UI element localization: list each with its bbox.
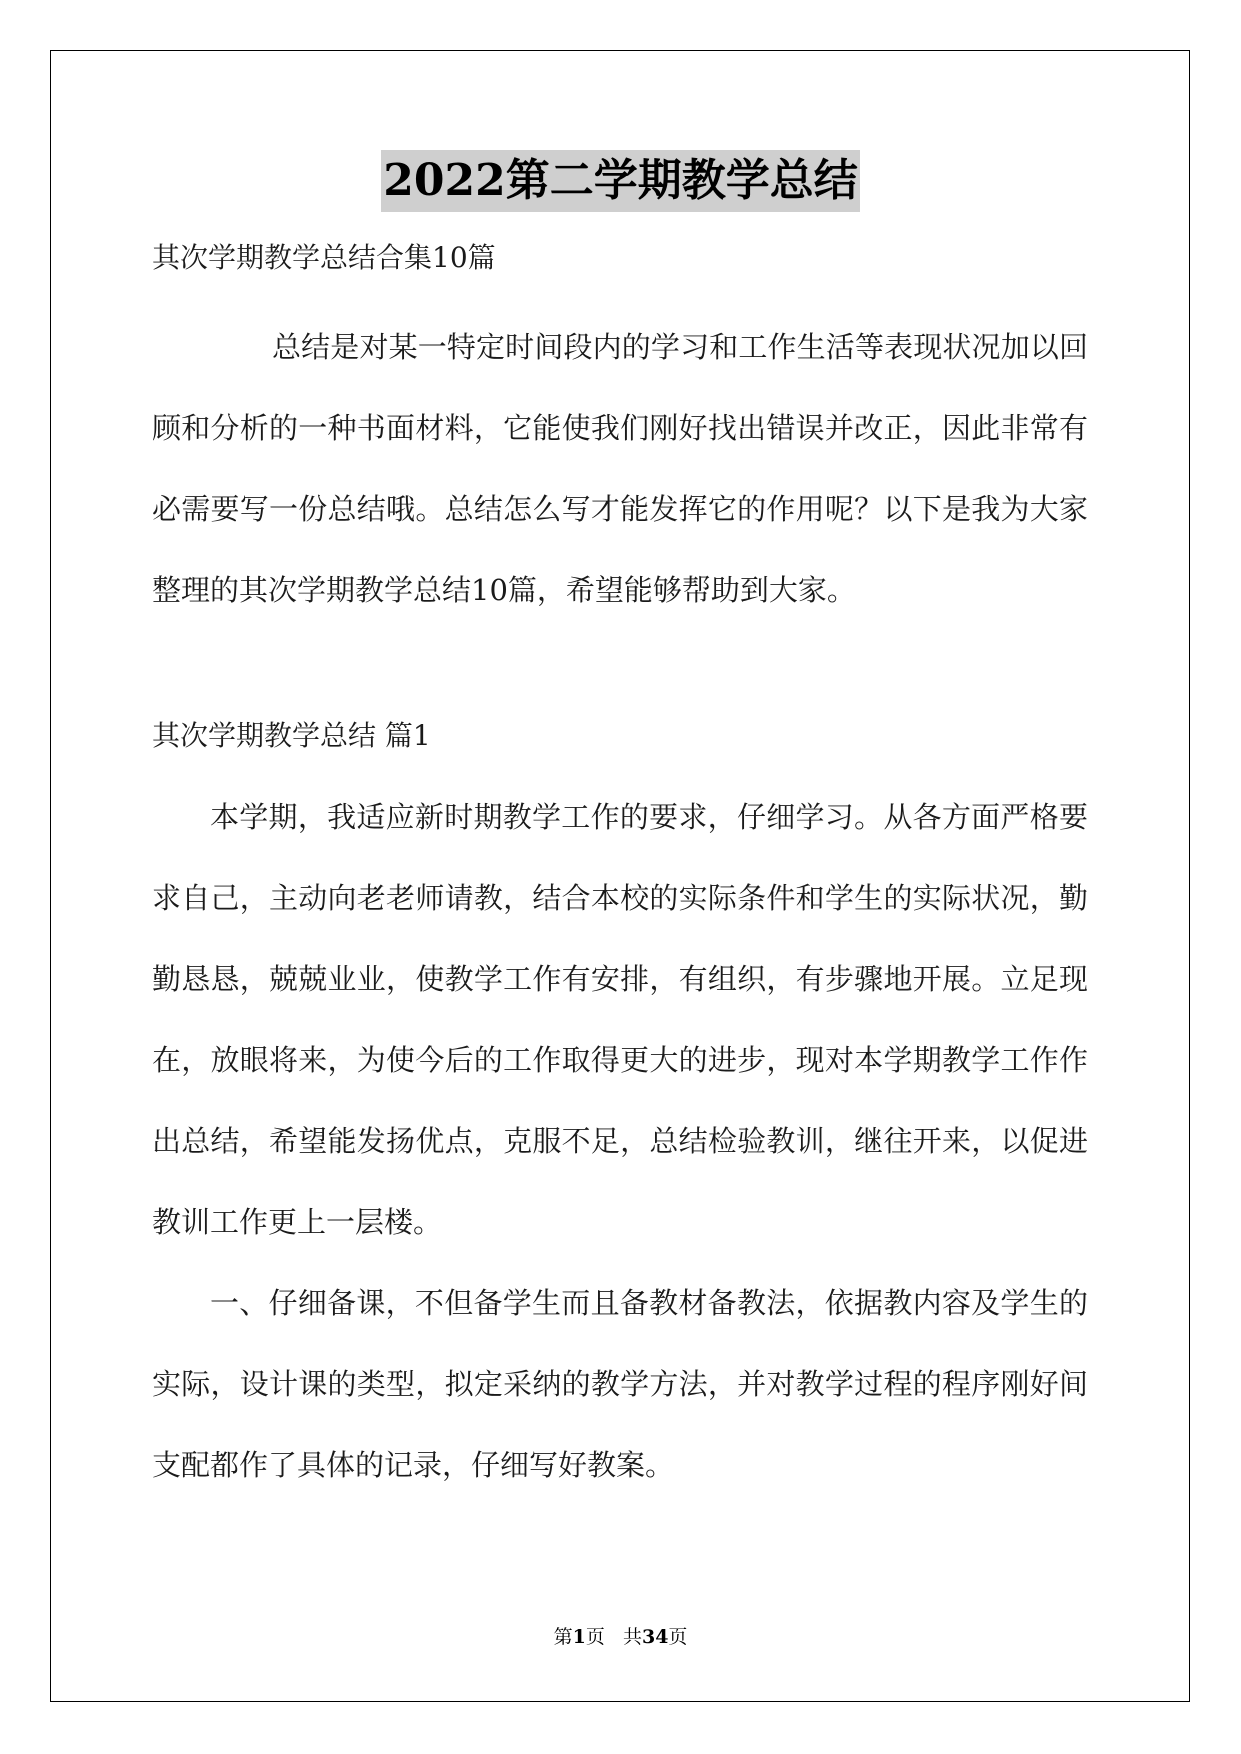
body-paragraph-1: 本学期，我适应新时期教学工作的要求，仔细学习。从各方面严格要求自己，主动向老老师请教，结合本校的实际条件和学生的实际状况，勤勤恳恳，兢兢业业，使教学工作有安排，有组织，有步骤地开展。立足现在，放眼将来，为使今后的工作取得更大的进步，现对本学期教学工作作出总结，希望能发扬优点，克服不足，总结检验教训，继往开来，以促进教训工作更上一层楼。: [152, 800, 1088, 1239]
page-footer: 第1页 共34页: [553, 1626, 688, 1648]
collection-title: 其次学期教学总结合集10篇: [152, 241, 496, 274]
intro-paragraph: 总结是对某一特定时间段内的学习和工作生活等表现状况加以回顾和分析的一种书面材料，它能使我们刚好找出错误并改正，因此非常有必需要写一份总结哦。总结怎么写才能发挥它的作用呢？以下是我为大家整理的其次学期教学总结10篇，希望能够帮助到大家。: [152, 330, 1088, 607]
body-paragraph-2: 一、仔细备课，不但备学生而且备教材备教法，依据教内容及学生的实际，设计课的类型，拟定采纳的教学方法，并对教学过程的程序刚好间支配都作了具体的记录，仔细写好教案。: [152, 1286, 1088, 1482]
total-page-number: 34: [641, 1626, 669, 1648]
title-container: [0, 150, 1241, 212]
section-heading: 其次学期教学总结 篇1: [152, 719, 431, 752]
document-title: 2022第二学期教学总结: [381, 150, 859, 212]
document-body: [152, 233, 1088, 1506]
current-page-number: 1: [572, 1626, 586, 1648]
